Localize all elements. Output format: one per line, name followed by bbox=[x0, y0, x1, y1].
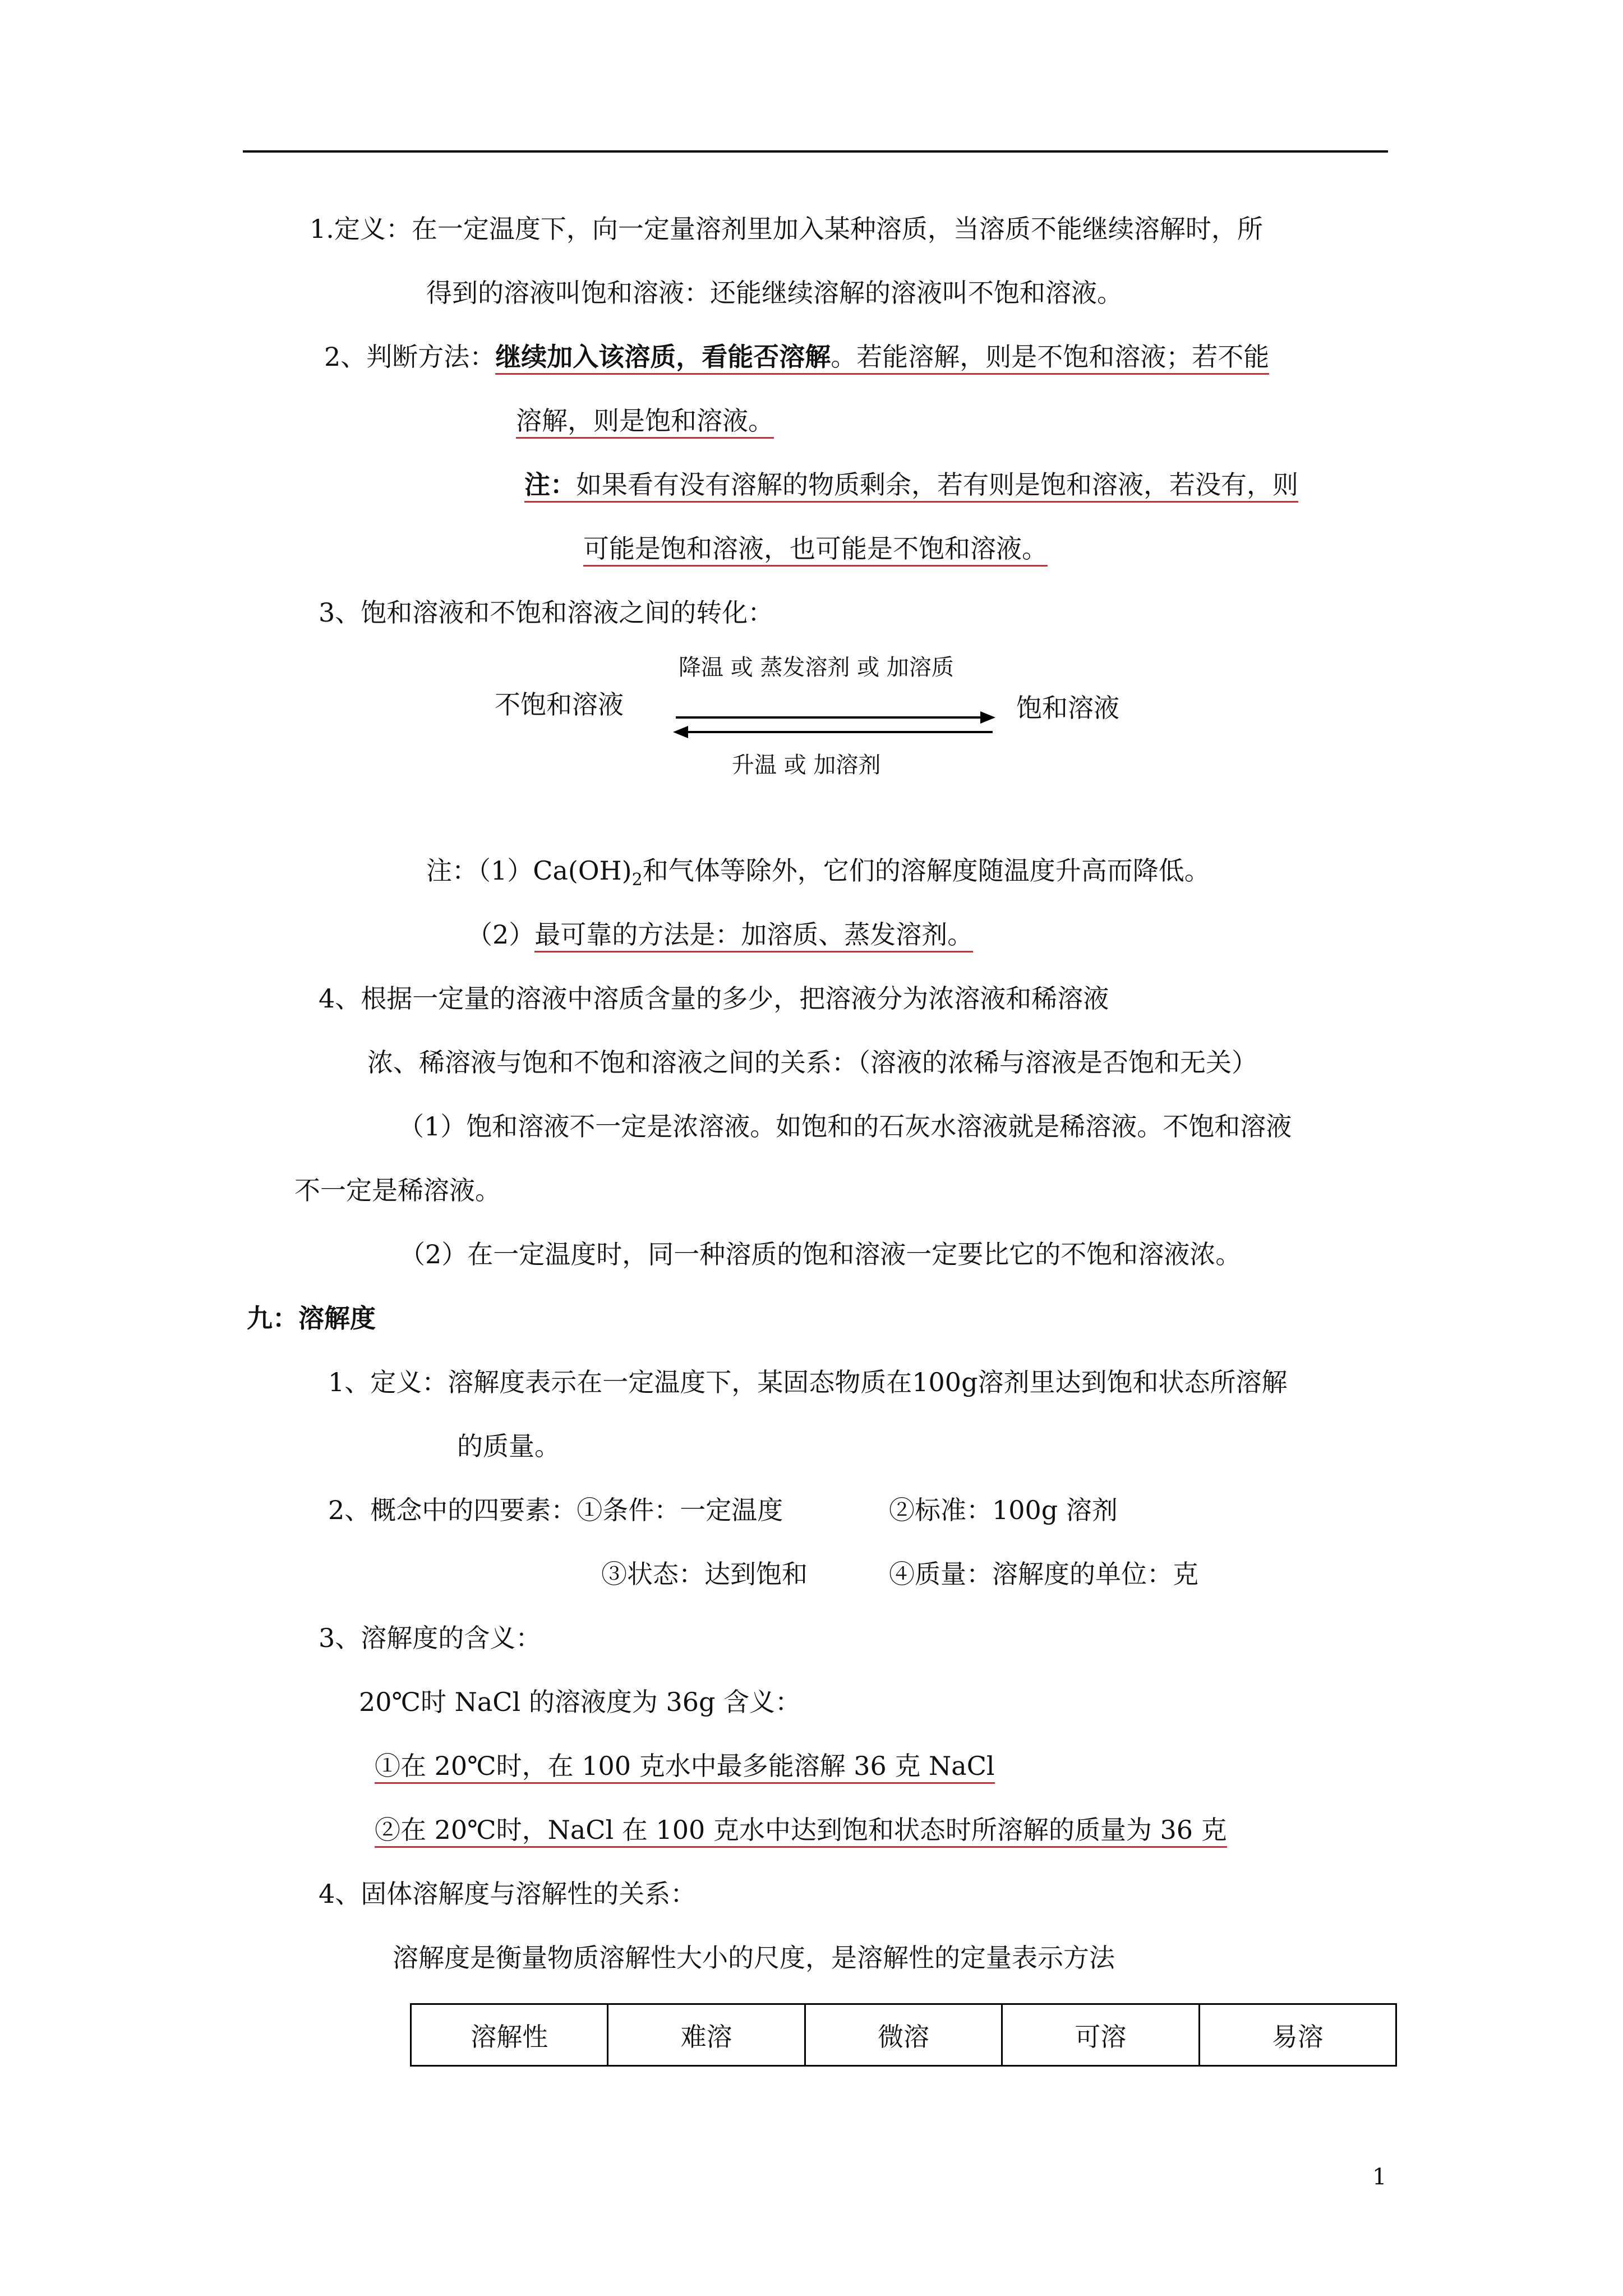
meaning-heading: 3、溶解度的含义： bbox=[319, 1623, 542, 1653]
conversion-arrows bbox=[0, 0, 1623, 785]
four-elements-1: 2、概念中的四要素：①条件：一定温度 bbox=[328, 1495, 783, 1525]
reverse-arrow-head bbox=[673, 726, 688, 738]
relation-heading: 4、固体溶解度与溶解性的关系： bbox=[319, 1879, 697, 1909]
judgment-note-1: 注：如果看有没有溶解的物质剩余，若有则是饱和溶液，若没有，则 bbox=[524, 467, 1298, 503]
note-2: （2）最可靠的方法是：加溶质、蒸发溶剂。 bbox=[467, 917, 973, 953]
concentration-heading: 4、根据一定量的溶液中溶质含量的多少，把溶液分为浓溶液和稀溶液 bbox=[319, 983, 1109, 1014]
section-heading-solubility: 九：溶解度 bbox=[247, 1303, 376, 1333]
reverse-condition-label: 升温 或 加溶剂 bbox=[732, 752, 881, 778]
table-cell: 微溶 bbox=[805, 2004, 1002, 2066]
solubility-definition-2: 的质量。 bbox=[457, 1431, 560, 1461]
table-cell: 可溶 bbox=[1002, 2004, 1199, 2066]
relation-description: 溶解度是衡量物质溶解性大小的尺度，是溶解性的定量表示方法 bbox=[393, 1943, 1115, 1973]
conversion-heading: 3、饱和溶液和不饱和溶液之间的转化： bbox=[319, 597, 774, 628]
table-cell: 溶解性 bbox=[411, 2004, 608, 2066]
meaning-1: ①在 20℃时，在 100 克水中最多能溶解 36 克 NaCl bbox=[375, 1748, 995, 1784]
four-elements-4: ④质量：溶解度的单位：克 bbox=[889, 1559, 1198, 1589]
concentration-relation: 浓、稀溶液与饱和不饱和溶液之间的关系：（溶液的浓稀与溶液是否饱和无关） bbox=[367, 1047, 1257, 1078]
definition-line-1: 1.定义：在一定温度下，向一定量溶剂里加入某种溶质，当溶质不能继续溶解时，所 bbox=[310, 214, 1263, 244]
relation-1-line-1: （1）饱和溶液不一定是浓溶液。如饱和的石灰水溶液就是稀溶液。不饱和溶液 bbox=[398, 1111, 1292, 1142]
four-elements-2: ②标准：100g 溶剂 bbox=[889, 1495, 1118, 1525]
forward-condition-label: 降温 或 蒸发溶剂 或 加溶质 bbox=[679, 655, 954, 680]
meaning-2: ②在 20℃时，NaCl 在 100 克水中达到饱和状态时所溶解的质量为 36 克 bbox=[375, 1812, 1227, 1848]
saturated-label: 饱和溶液 bbox=[1016, 693, 1119, 723]
note-1: 注：$(1)Ca(OH)_2$和气体等除外，它们的溶解度随温度升高而降低。 bbox=[426, 855, 1210, 890]
relation-2: （2）在一定温度时，同一种溶质的饱和溶液一定要比它的不饱和溶液浓。 bbox=[399, 1239, 1242, 1269]
table-row bbox=[411, 2004, 1396, 2066]
relation-1-line-2: 不一定是稀溶液。 bbox=[294, 1175, 501, 1205]
judgment-line-1: 2、判断方法：继续加入该溶质，看能否溶解。若能溶解，则是不饱和溶液；若不能 bbox=[324, 339, 1269, 375]
page-number: 1 bbox=[1372, 2164, 1387, 2190]
table-cell: 难溶 bbox=[608, 2004, 805, 2066]
forward-arrow-head bbox=[980, 711, 995, 724]
unsaturated-label: 不饱和溶液 bbox=[495, 689, 624, 720]
solubility-definition-1: 1、定义：溶解度表示在一定温度下，某固态物质在100g溶剂里达到饱和状态所溶解 bbox=[328, 1367, 1288, 1397]
four-elements-3: ③状态：达到饱和 bbox=[601, 1559, 808, 1589]
table-cell: 易溶 bbox=[1199, 2004, 1396, 2066]
solubility-table bbox=[410, 2003, 1397, 2067]
definition-line-2: 得到的溶液叫饱和溶液：还能继续溶解的溶液叫不饱和溶液。 bbox=[426, 278, 1123, 308]
judgment-line-2: 溶解，则是饱和溶液。 bbox=[516, 403, 774, 439]
meaning-example: 20℃时 NaCl 的溶液度为 36g 含义： bbox=[359, 1687, 801, 1717]
judgment-note-2: 可能是饱和溶液，也可能是不饱和溶液。 bbox=[583, 531, 1048, 567]
